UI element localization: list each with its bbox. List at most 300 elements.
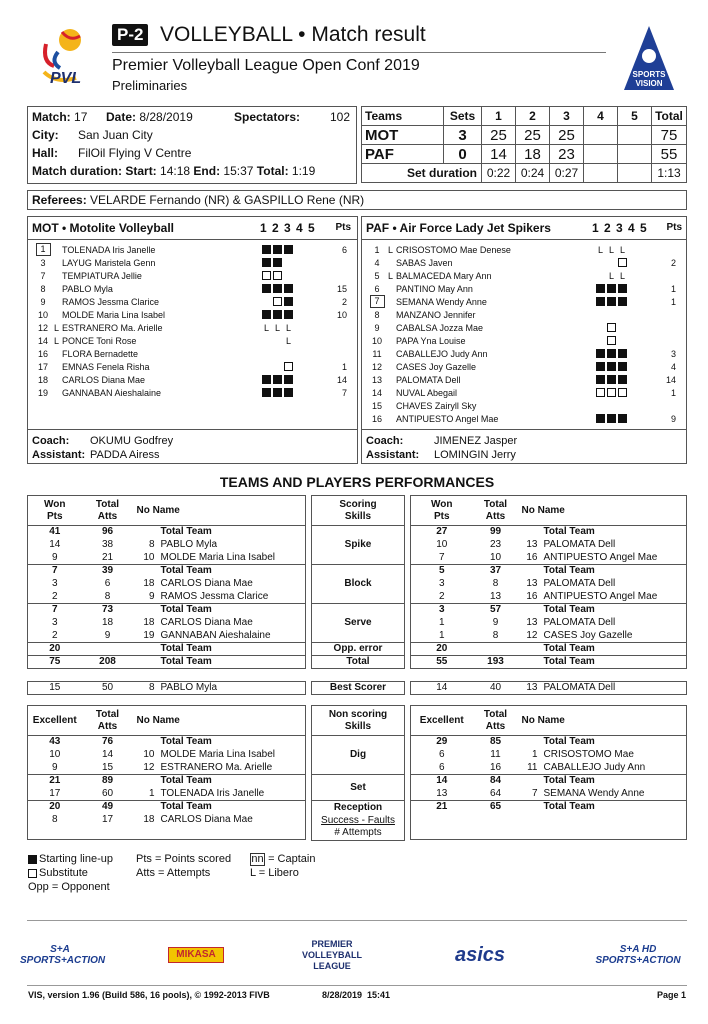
perf-value: 41 bbox=[49, 526, 61, 538]
legend-starting: Starting line-up bbox=[39, 853, 113, 865]
player-row bbox=[366, 412, 682, 425]
perf-row bbox=[28, 526, 306, 539]
player-number: 15 bbox=[371, 400, 382, 411]
perf-atts: 39 bbox=[82, 565, 134, 578]
perf-player-name: CARLOS Diana Mae bbox=[160, 578, 253, 589]
best-a-atts: 50 bbox=[101, 682, 114, 693]
player-name: PAPA Yna Louise bbox=[396, 335, 466, 346]
perf-player-no: 12 bbox=[143, 761, 155, 773]
score-team-b-set2: 18 bbox=[516, 145, 550, 164]
score-team-b-set3: 23 bbox=[550, 145, 584, 164]
perf-player-no: 13 bbox=[526, 578, 538, 589]
player-row bbox=[366, 295, 682, 308]
libero-mark: L bbox=[597, 244, 603, 255]
perf-player-name bbox=[541, 827, 687, 840]
set-participation bbox=[262, 310, 295, 319]
perf-row bbox=[28, 643, 306, 656]
perf-player-no: 7 bbox=[531, 787, 538, 799]
sponsor-logos bbox=[20, 925, 688, 985]
perf-row bbox=[28, 604, 306, 617]
end-time: 15:37 bbox=[223, 164, 254, 178]
perf-player-name: PABLO Myla bbox=[160, 539, 217, 550]
perf-row bbox=[411, 643, 687, 656]
perf-atts: 21 bbox=[101, 551, 114, 563]
perf-row bbox=[411, 801, 687, 814]
player-points: 1 bbox=[670, 283, 676, 294]
page-code-badge bbox=[112, 24, 148, 46]
perf-value: 13 bbox=[436, 787, 448, 799]
perf-player-no bbox=[519, 565, 541, 578]
legend-atts: Atts = Attempts bbox=[136, 867, 211, 879]
perf-header-row bbox=[28, 496, 306, 526]
col-header-atts: Total Atts bbox=[473, 496, 519, 526]
libero-mark: L bbox=[619, 244, 625, 255]
player-name: PABLO Myla bbox=[62, 283, 113, 294]
set-participation bbox=[262, 388, 295, 397]
starting-square-icon bbox=[284, 245, 293, 254]
perf-atts: 8 bbox=[492, 578, 499, 589]
perf-row bbox=[28, 762, 306, 775]
perf-atts: 38 bbox=[101, 539, 114, 550]
sponsors-top-rule bbox=[27, 920, 687, 921]
perf-row bbox=[411, 775, 687, 788]
spectators-label: Spectators: bbox=[234, 110, 301, 124]
perf-player-no bbox=[134, 827, 158, 840]
starting-square-icon bbox=[596, 349, 605, 358]
player-row bbox=[366, 373, 682, 386]
team-b-assistant: LOMINGIN Jerry bbox=[434, 449, 516, 461]
col-header-value: Excellent bbox=[411, 706, 473, 736]
team-a-title: MOT • Motolite Volleyball bbox=[32, 221, 174, 235]
nonscoring-table-team-b bbox=[410, 705, 687, 840]
perf-player-name: ANTIPUESTO Angel Mae bbox=[543, 551, 658, 563]
legend bbox=[28, 852, 428, 894]
perf-row bbox=[28, 736, 306, 749]
player-points: 4 bbox=[670, 361, 676, 372]
team-a-player-list bbox=[32, 243, 353, 399]
col-header-name: No Name bbox=[519, 496, 687, 526]
player-row bbox=[32, 360, 353, 373]
perf-row bbox=[411, 552, 687, 565]
starting-square-icon bbox=[273, 310, 282, 319]
libero-mark: L bbox=[263, 322, 269, 333]
perf-value: 6 bbox=[438, 749, 445, 760]
starting-square-icon bbox=[262, 375, 271, 384]
starting-square-icon bbox=[607, 414, 616, 423]
player-name: CABALLEJO Judy Ann bbox=[396, 348, 488, 359]
team-b-pts-header: Pts bbox=[666, 222, 682, 233]
perf-player-no: 13 bbox=[526, 617, 538, 628]
legend-captain: = Captain bbox=[268, 853, 316, 865]
player-row bbox=[32, 321, 353, 334]
substitute-square-icon bbox=[273, 271, 282, 280]
player-points: 2 bbox=[341, 296, 347, 307]
score-header-set2: 2 bbox=[516, 107, 550, 126]
perf-atts: 73 bbox=[82, 604, 134, 617]
starting-square-icon bbox=[607, 297, 616, 306]
player-points: 9 bbox=[670, 413, 676, 424]
skill-name: Block bbox=[312, 565, 405, 604]
perf-atts: 76 bbox=[101, 736, 114, 748]
legend-pts: Pts = Points scored bbox=[136, 853, 232, 865]
player-name: MANZANO Jennifer bbox=[396, 309, 476, 320]
starting-square-icon bbox=[596, 297, 605, 306]
perf-atts: 9 bbox=[492, 617, 499, 628]
skill-reception-sub: # Attempts bbox=[334, 827, 382, 839]
perf-value: 29 bbox=[436, 736, 448, 748]
perf-atts: 9 bbox=[104, 629, 111, 641]
perf-row bbox=[411, 578, 687, 591]
pvl-logo-text: PVL bbox=[50, 70, 82, 87]
perf-row bbox=[411, 591, 687, 604]
best-a-name: PABLO Myla bbox=[160, 682, 217, 693]
team-a-pts-header: Pts bbox=[335, 222, 351, 233]
libero-mark bbox=[273, 336, 282, 346]
starting-square-icon bbox=[273, 284, 282, 293]
player-points: 3 bbox=[670, 348, 676, 359]
starting-square-icon bbox=[618, 362, 627, 371]
perf-value bbox=[28, 827, 82, 840]
player-number: 4 bbox=[374, 257, 380, 268]
player-points: 1 bbox=[670, 387, 676, 398]
perf-row bbox=[411, 617, 687, 630]
player-name: LAYUG Maristela Genn bbox=[62, 257, 156, 268]
perf-row bbox=[28, 801, 306, 814]
perf-player-no bbox=[134, 801, 158, 814]
perf-player-no bbox=[134, 656, 158, 669]
player-name: ANTIPUESTO Angel Mae bbox=[396, 413, 499, 424]
starting-square-icon bbox=[284, 297, 293, 306]
skill-name: Set bbox=[312, 775, 405, 801]
perf-player-no: 16 bbox=[526, 551, 538, 563]
best-b-no: 13 bbox=[526, 682, 538, 693]
perf-value: 2 bbox=[51, 629, 58, 641]
player-number: 10 bbox=[371, 335, 382, 346]
perf-atts: 85 bbox=[489, 736, 502, 748]
player-name: NUVAL Abegail bbox=[396, 387, 458, 398]
perf-player-no bbox=[134, 736, 158, 749]
player-points: 1 bbox=[670, 296, 676, 307]
perf-row bbox=[411, 827, 687, 840]
player-number: 18 bbox=[37, 374, 48, 385]
perf-value: 27 bbox=[436, 526, 448, 538]
captain-sample: nn bbox=[251, 853, 264, 865]
set-participation bbox=[596, 284, 629, 293]
perf-player-name: Total Team bbox=[158, 565, 306, 578]
player-number: 7 bbox=[40, 270, 46, 281]
col-header-name: No Name bbox=[519, 706, 687, 736]
player-row bbox=[366, 308, 682, 321]
player-row bbox=[366, 334, 682, 347]
perf-atts: 23 bbox=[489, 539, 502, 550]
best-b-pts: 14 bbox=[436, 682, 448, 693]
player-number: 12 bbox=[371, 361, 382, 372]
player-number: 5 bbox=[374, 270, 380, 281]
starting-square-icon bbox=[618, 414, 627, 423]
perf-atts: 89 bbox=[82, 775, 134, 788]
perf-player-no bbox=[519, 526, 541, 539]
best-b-atts: 40 bbox=[489, 682, 502, 693]
referees-names: VELARDE Fernando (NR) & GASPILLO Rene (NR) bbox=[90, 193, 365, 207]
set-participation bbox=[596, 362, 629, 371]
perf-player-name: CASES Joy Gazelle bbox=[543, 629, 633, 641]
scoring-skills-column bbox=[311, 495, 405, 669]
score-table bbox=[361, 106, 687, 183]
libero-mark: L bbox=[619, 270, 625, 281]
set-participation bbox=[262, 245, 295, 254]
perf-atts: 18 bbox=[101, 617, 114, 628]
player-name: PANTINO May Ann bbox=[396, 283, 473, 294]
team-a-coach: OKUMU Godfrey bbox=[90, 435, 174, 447]
set-duration-label: Set duration bbox=[362, 164, 482, 183]
set-duration-5 bbox=[618, 164, 652, 183]
set-participation bbox=[262, 284, 295, 293]
set-participation bbox=[596, 349, 629, 358]
perf-player-name: Total Team bbox=[541, 775, 687, 788]
perf-player-no: 19 bbox=[143, 629, 155, 641]
starting-square-icon bbox=[262, 284, 271, 293]
league-name: Premier Volleyball League Open Conf 2019 bbox=[112, 57, 420, 74]
perf-player-name bbox=[158, 827, 306, 840]
starting-square-icon bbox=[607, 349, 616, 358]
player-points: 6 bbox=[341, 244, 347, 255]
perf-player-no bbox=[134, 604, 158, 617]
perf-atts: 96 bbox=[101, 526, 114, 538]
player-number: 8 bbox=[40, 283, 46, 294]
perf-row bbox=[28, 814, 306, 827]
starting-square-icon bbox=[618, 349, 627, 358]
perf-atts: 8 bbox=[104, 590, 111, 602]
starting-square-icon bbox=[596, 414, 605, 423]
perf-row bbox=[28, 617, 306, 630]
perf-player-no bbox=[519, 643, 541, 656]
perf-row bbox=[411, 539, 687, 552]
perf-value: 7 bbox=[28, 604, 82, 617]
perf-row bbox=[411, 749, 687, 762]
no-play-spacer bbox=[596, 336, 605, 345]
team-b-coach-label: Coach: bbox=[366, 435, 404, 447]
perf-player-name: Total Team bbox=[541, 801, 687, 814]
perf-row bbox=[28, 565, 306, 578]
player-number: 9 bbox=[40, 296, 46, 307]
best-scorer-team-b bbox=[410, 681, 687, 695]
player-points: 14 bbox=[336, 374, 347, 385]
player-row bbox=[32, 347, 353, 360]
player-row bbox=[32, 295, 353, 308]
perf-header-row bbox=[411, 706, 687, 736]
perf-row bbox=[28, 749, 306, 762]
perf-player-name: MOLDE Maria Lina Isabel bbox=[160, 749, 275, 760]
set-participation bbox=[596, 271, 629, 281]
starting-square-icon bbox=[284, 284, 293, 293]
perf-player-name: GANNABAN Aieshalaine bbox=[160, 629, 271, 641]
perf-atts: 15 bbox=[101, 761, 114, 773]
substitute-square-icon bbox=[607, 336, 616, 345]
player-number: 14 bbox=[371, 387, 382, 398]
team-b-roster bbox=[361, 216, 687, 464]
col-header-value: Won Pts bbox=[28, 496, 82, 526]
perf-header-row bbox=[411, 496, 687, 526]
best-a-no: 8 bbox=[148, 682, 155, 693]
score-header-sets: Sets bbox=[444, 107, 482, 126]
perf-row bbox=[28, 539, 306, 552]
perf-atts bbox=[473, 814, 519, 827]
perf-player-name: Total Team bbox=[160, 526, 212, 538]
perf-value: 21 bbox=[28, 775, 82, 788]
phase-name: Preliminaries bbox=[112, 78, 188, 93]
perf-player-no: 13 bbox=[526, 539, 538, 550]
set-duration-2: 0:24 bbox=[516, 164, 550, 183]
skills-header: Scoring Skills bbox=[312, 496, 405, 526]
perf-player-no: 1 bbox=[531, 749, 538, 760]
player-name: FLORA Bernadette bbox=[62, 348, 139, 359]
set-duration-3: 0:27 bbox=[550, 164, 584, 183]
perf-value: 2 bbox=[51, 590, 58, 602]
score-team-b-set5 bbox=[618, 145, 652, 164]
player-number: 12 bbox=[37, 322, 48, 333]
perf-value: 43 bbox=[49, 736, 61, 748]
sponsor-sports-action-hd-logo: S+A HD SPORTS+ACTION bbox=[595, 944, 681, 966]
perf-atts: 14 bbox=[101, 749, 114, 760]
substitute-square-icon bbox=[273, 297, 282, 306]
perf-atts: 208 bbox=[82, 656, 134, 669]
score-header-set3: 3 bbox=[550, 107, 584, 126]
set-participation bbox=[596, 245, 629, 255]
libero-mark: L bbox=[608, 270, 614, 281]
perf-player-name: PALOMATA Dell bbox=[543, 578, 616, 589]
player-name: RAMOS Jessma Clarice bbox=[62, 296, 160, 307]
player-row bbox=[32, 308, 353, 321]
libero-flag: L bbox=[54, 335, 60, 346]
total-label: Total: bbox=[256, 164, 289, 178]
perf-atts: 65 bbox=[473, 801, 519, 814]
skill-name: Opp. error bbox=[312, 643, 405, 656]
player-number: 10 bbox=[37, 309, 48, 320]
perf-value: 17 bbox=[49, 787, 61, 799]
perf-row bbox=[411, 762, 687, 775]
sponsor-asics-logo: asics bbox=[454, 943, 506, 966]
perf-row bbox=[28, 578, 306, 591]
total-time: 1:19 bbox=[291, 164, 316, 178]
player-points: 7 bbox=[341, 387, 347, 398]
starting-square-icon bbox=[262, 258, 271, 267]
libero-mark: L bbox=[608, 244, 614, 255]
match-number: 17 bbox=[74, 110, 88, 124]
score-header-set5: 5 bbox=[618, 107, 652, 126]
perf-value: 1 bbox=[438, 617, 445, 628]
perf-row bbox=[28, 775, 306, 788]
team-b-player-list bbox=[366, 243, 682, 425]
col-header-value: Won Pts bbox=[411, 496, 473, 526]
sponsor-sports-action-logo: S+A SPORTS+ACTION bbox=[20, 944, 106, 966]
player-name: CABALSA Jozza Mae bbox=[396, 322, 484, 333]
perf-atts: 10 bbox=[489, 551, 502, 563]
perf-player-name: Total Team bbox=[160, 736, 212, 748]
perf-player-name: Total Team bbox=[541, 565, 687, 578]
perf-row bbox=[28, 788, 306, 801]
player-name: SABAS Javen bbox=[396, 257, 453, 268]
perf-player-no: 11 bbox=[527, 761, 538, 773]
team-b-title: PAF • Air Force Lady Jet Spikers bbox=[366, 221, 551, 235]
starting-square-icon bbox=[284, 388, 293, 397]
player-number: 14 bbox=[37, 335, 48, 346]
start-time: 14:18 bbox=[160, 164, 191, 178]
perf-player-no: 18 bbox=[143, 578, 155, 589]
starting-square-icon bbox=[607, 284, 616, 293]
starting-square-icon bbox=[607, 375, 616, 384]
perf-value bbox=[411, 814, 473, 827]
perf-player-name: Total Team bbox=[158, 656, 306, 669]
player-row bbox=[32, 243, 353, 256]
perf-value: 6 bbox=[438, 761, 445, 773]
perf-player-name: SEMANA Wendy Anne bbox=[543, 787, 645, 799]
perf-atts: 57 bbox=[473, 604, 519, 617]
player-number: 13 bbox=[371, 374, 382, 385]
no-play-spacer bbox=[607, 258, 616, 267]
perf-value: 21 bbox=[411, 801, 473, 814]
scoring-table-team-a bbox=[27, 495, 306, 669]
sponsor-mikasa-logo: MIKASA bbox=[168, 947, 224, 963]
nonscoring-table-team-a bbox=[27, 705, 306, 840]
skill-name: Spike bbox=[344, 539, 372, 550]
perf-player-no bbox=[134, 565, 158, 578]
perf-player-name: CRISOSTOMO Mae bbox=[543, 749, 634, 760]
starting-square-icon bbox=[618, 284, 627, 293]
legend-libero: L = Libero bbox=[250, 867, 299, 879]
perf-player-no bbox=[519, 775, 541, 788]
perf-player-no bbox=[519, 736, 541, 749]
player-name: PALOMATA Dell bbox=[396, 374, 461, 385]
skill-reception: Reception bbox=[312, 801, 405, 815]
perf-player-no: 16 bbox=[526, 590, 538, 602]
libero-mark bbox=[596, 271, 605, 281]
team-b-assistant-label: Assistant: bbox=[366, 449, 420, 461]
footer-timestamp: 8/28/2019 15:41 bbox=[322, 990, 391, 1000]
perf-atts: 6 bbox=[104, 578, 111, 589]
perf-row bbox=[28, 827, 306, 840]
perf-value: 75 bbox=[28, 656, 82, 669]
libero-mark: L bbox=[274, 322, 280, 333]
libero-flag: L bbox=[54, 322, 60, 333]
perf-atts: 37 bbox=[473, 565, 519, 578]
player-name: PONCE Toni Rose bbox=[62, 335, 137, 346]
perf-value: 9 bbox=[51, 551, 58, 563]
perf-atts: 64 bbox=[489, 787, 502, 799]
perf-value: 20 bbox=[411, 643, 473, 656]
player-points: 15 bbox=[336, 283, 347, 294]
perf-player-name: CARLOS Diana Mae bbox=[160, 814, 253, 825]
starting-square-icon bbox=[273, 245, 282, 254]
player-row bbox=[32, 269, 353, 282]
score-header-teams: Teams bbox=[362, 107, 444, 126]
referees-label: Referees: bbox=[32, 193, 87, 207]
city-label: City: bbox=[32, 128, 59, 142]
perf-player-no bbox=[519, 604, 541, 617]
perf-value: 3 bbox=[51, 578, 58, 589]
best-a-pts: 15 bbox=[49, 682, 61, 693]
score-team-a-set3: 25 bbox=[550, 126, 584, 145]
starting-square-icon bbox=[273, 375, 282, 384]
perf-player-no bbox=[519, 656, 541, 669]
date-label: Date: bbox=[106, 110, 137, 124]
player-points: 10 bbox=[336, 309, 347, 320]
perf-value: 10 bbox=[49, 749, 61, 760]
starting-square-icon bbox=[607, 362, 616, 371]
team-b-sets-header: 1 2 3 4 5 bbox=[592, 221, 647, 235]
perf-atts: 17 bbox=[101, 814, 114, 825]
libero-flag: L bbox=[388, 244, 394, 255]
no-play-spacer bbox=[596, 323, 605, 332]
